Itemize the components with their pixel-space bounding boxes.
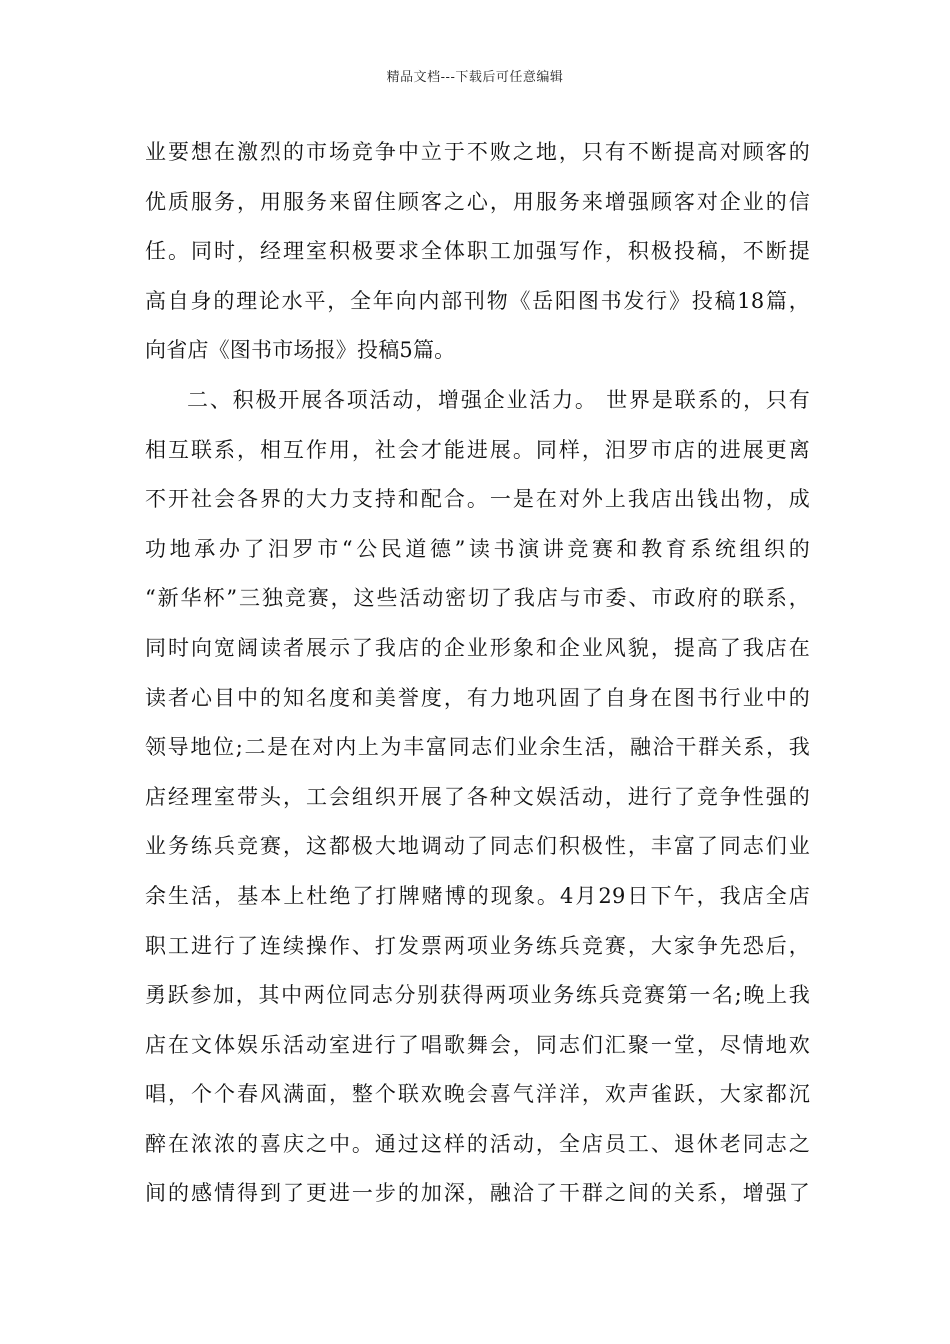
text-line: 勇跃参加，其中两位同志分别获得两项业务练兵竞赛第一名;晚上我: [145, 983, 810, 1008]
text-line: 余生活，基本上杜绝了打牌赌博的现象。4月29日下午，我店全店: [145, 883, 810, 908]
text-line: 业务练兵竞赛，这都极大地调动了同志们积极性，丰富了同志们业: [145, 834, 810, 859]
text-line: 功地承办了汨罗市“公民道德”读书演讲竞赛和教育系统组织的: [145, 536, 810, 561]
text-line: 不开社会各界的大力支持和配合。一是在对外上我店出钱出物，成: [145, 487, 810, 512]
text-line: 高自身的理论水平，全年向内部刊物《岳阳图书发行》投稿18篇，: [145, 288, 810, 313]
text-line: 职工进行了连续操作、打发票两项业务练兵竞赛，大家争先恐后，: [145, 933, 810, 958]
text-line: 读者心目中的知名度和美誉度，有力地巩固了自身在图书行业中的: [145, 685, 810, 710]
text-line: 店经理室带头，工会组织开展了各种文娱活动，进行了竞争性强的: [145, 784, 810, 809]
text-line: 向省店《图书市场报》投稿5篇。: [145, 338, 456, 363]
text-line: 领导地位;二是在对内上为丰富同志们业余生活，融洽干群关系，我: [145, 735, 810, 760]
paragraph-start-line: 二、积极开展各项活动，增强企业活力。 世界是联系的，只有: [187, 387, 810, 412]
text-line: “新华杯”三独竞赛，这些活动密切了我店与市委、市政府的联系，: [145, 586, 810, 611]
text-line: 任。同时，经理室积极要求全体职工加强写作，积极投稿，不断提: [145, 239, 810, 264]
text-line: 业要想在激烈的市场竞争中立于不败之地，只有不断提高对顾客的: [145, 140, 810, 164]
text-line: 唱，个个春风满面，整个联欢晚会喜气洋洋，欢声雀跃，大家都沉: [145, 1082, 810, 1107]
text-line: 同时向宽阔读者展示了我店的企业形象和企业风貌，提高了我店在: [145, 635, 810, 660]
text-line: 醉在浓浓的喜庆之中。通过这样的活动，全店员工、退休老同志之: [145, 1131, 810, 1156]
text-line: 相互联系，相互作用，社会才能进展。同样，汨罗市店的进展更离: [145, 437, 810, 462]
page-header: 精品文档---下载后可任意编辑: [386, 70, 564, 85]
text-line: 优质服务，用服务来留住顾客之心，用服务来增强顾客对企业的信: [145, 189, 810, 214]
text-line: 间的感情得到了更进一步的加深，融洽了干群之间的关系，增强了: [145, 1181, 810, 1206]
body-text: [145, 128, 810, 1219]
text-line: 店在文体娱乐活动室进行了唱歌舞会，同志们汇聚一堂，尽情地欢: [145, 1032, 810, 1057]
